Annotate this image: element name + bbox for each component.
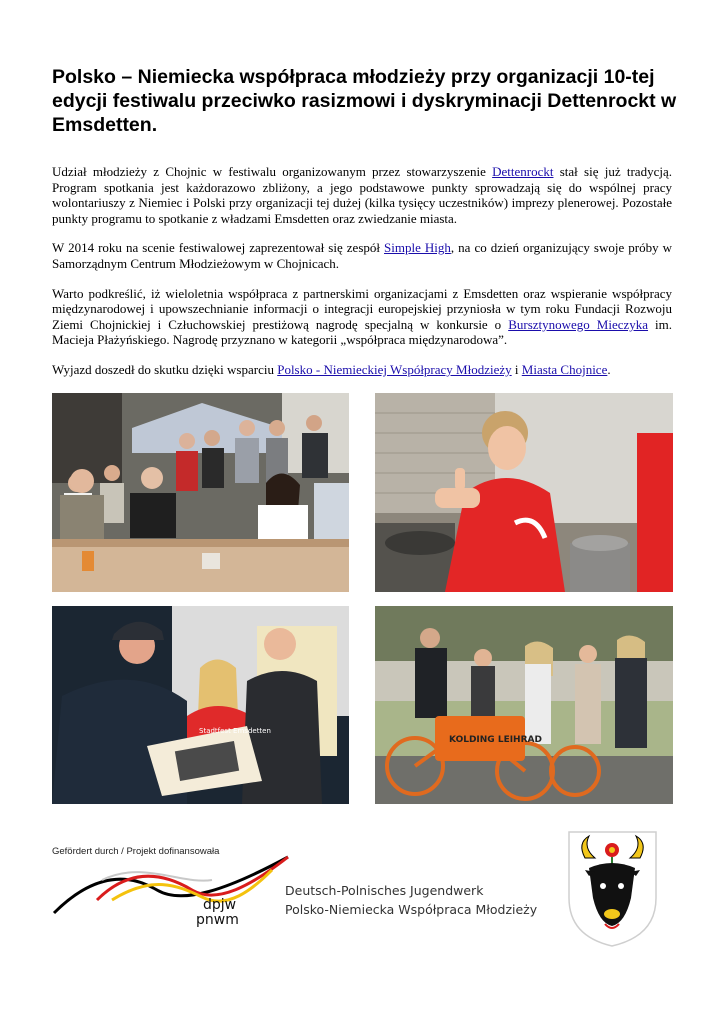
funding-caption: Gefördert durch / Projekt dofinansowała — [52, 846, 220, 857]
paragraph-text: im. Macieja Płażyńskiego. Nagrodę przyznano w kategorii „współpraca międzynarodowa”. — [52, 316, 672, 348]
paragraph-text: Wyjazd doszedł do skutku dzięki wsparciu — [52, 361, 278, 377]
shirt-text: Stadtfest Emsdetten — [199, 727, 271, 735]
paragraph-band — [52, 240, 672, 271]
article-body — [52, 164, 672, 392]
photo-volunteer-illustration — [375, 393, 673, 592]
link-pnwm[interactable]: Polsko - Niemieckiej Współpracy Młodzieży — [277, 361, 512, 377]
photo-bikes-illustration — [375, 606, 673, 804]
page-title: Polsko – Niemiecka współpraca młodzieży przy organizacji 10-tej edycji festiwalu przeciwko rasizmowi i dyskryminacji Dettenrockt w Emsdetten. — [52, 66, 677, 136]
dpjw-logo-icon — [52, 855, 292, 920]
paragraph-text: Udział młodzieży z Chojnic w festiwalu organizowanym przez stowarzyszenie — [52, 164, 493, 179]
org-name-polish: Polsko-Niemiecka Współpraca Młodzieży — [285, 902, 538, 917]
paragraph-text: stał się już tradycją. Program spotkania jest każdorazowo zbliżony, a jego podstawowe punkty sprowadzają się do wspólnej pracy wolontariuszy z Niemiec i Polski przy organizacji tej dużej (kilka tysięcy uczestników) imprezy plenerowej. Pozostałe punkty programu to spotkanie z władzami Emsdetten oraz zwiedzanie miasta. — [52, 164, 672, 226]
link-dettenrockt[interactable]: Dettenrockt — [492, 164, 554, 179]
link-simple-high[interactable]: Simple High — [384, 240, 451, 256]
paragraph-text: i — [511, 361, 522, 377]
paragraph-award — [52, 286, 672, 348]
link-miasto-chojnice[interactable]: Miasta Chojnice — [521, 361, 608, 377]
logo-text-dpjw: dpjw — [203, 897, 237, 913]
paragraph-text: Warto podkreślić, iż wieloletnia współpraca z partnerskimi organizacjami z Emsdetten oraz wspieranie współpracy międzynarodowej i upowszechnianie informacji o integracji europejskiej przyniosła w tym roku Fundacji Rozwoju Ziemi Chojnickiej i Człuchowskiej prestiżową nagrodę specjalną w konkursie o — [52, 285, 672, 332]
photo-audience-illustration — [52, 393, 349, 592]
chojnice-coat-of-arms-icon — [565, 828, 660, 950]
logo-text-pnwm: pnwm — [196, 912, 239, 928]
bike-sign-text: KOLDING LEIHRAD — [449, 735, 542, 745]
paragraph-text: . — [607, 361, 611, 377]
photo-volunteer-thumbs-up — [375, 393, 673, 592]
org-name-german: Deutsch-Polnisches Jugendwerk — [285, 883, 484, 898]
photo-audience — [52, 393, 349, 592]
paragraph-text: W 2014 roku na scenie festiwalowej zaprezentował się zespół — [52, 240, 385, 256]
photo-bikes-group — [375, 606, 673, 804]
photo-group-illustration — [52, 606, 349, 804]
photo-group-with-cake — [52, 606, 349, 804]
link-bursztynowy-mieczyk[interactable]: Bursztynowego Mieczyka — [508, 316, 649, 332]
paragraph-support — [52, 362, 672, 378]
paragraph-festival — [52, 164, 672, 226]
paragraph-text: , na co dzień organizujący swoje próby w Samorządnym Centrum Młodzieżowym w Chojnicach. — [52, 240, 673, 271]
